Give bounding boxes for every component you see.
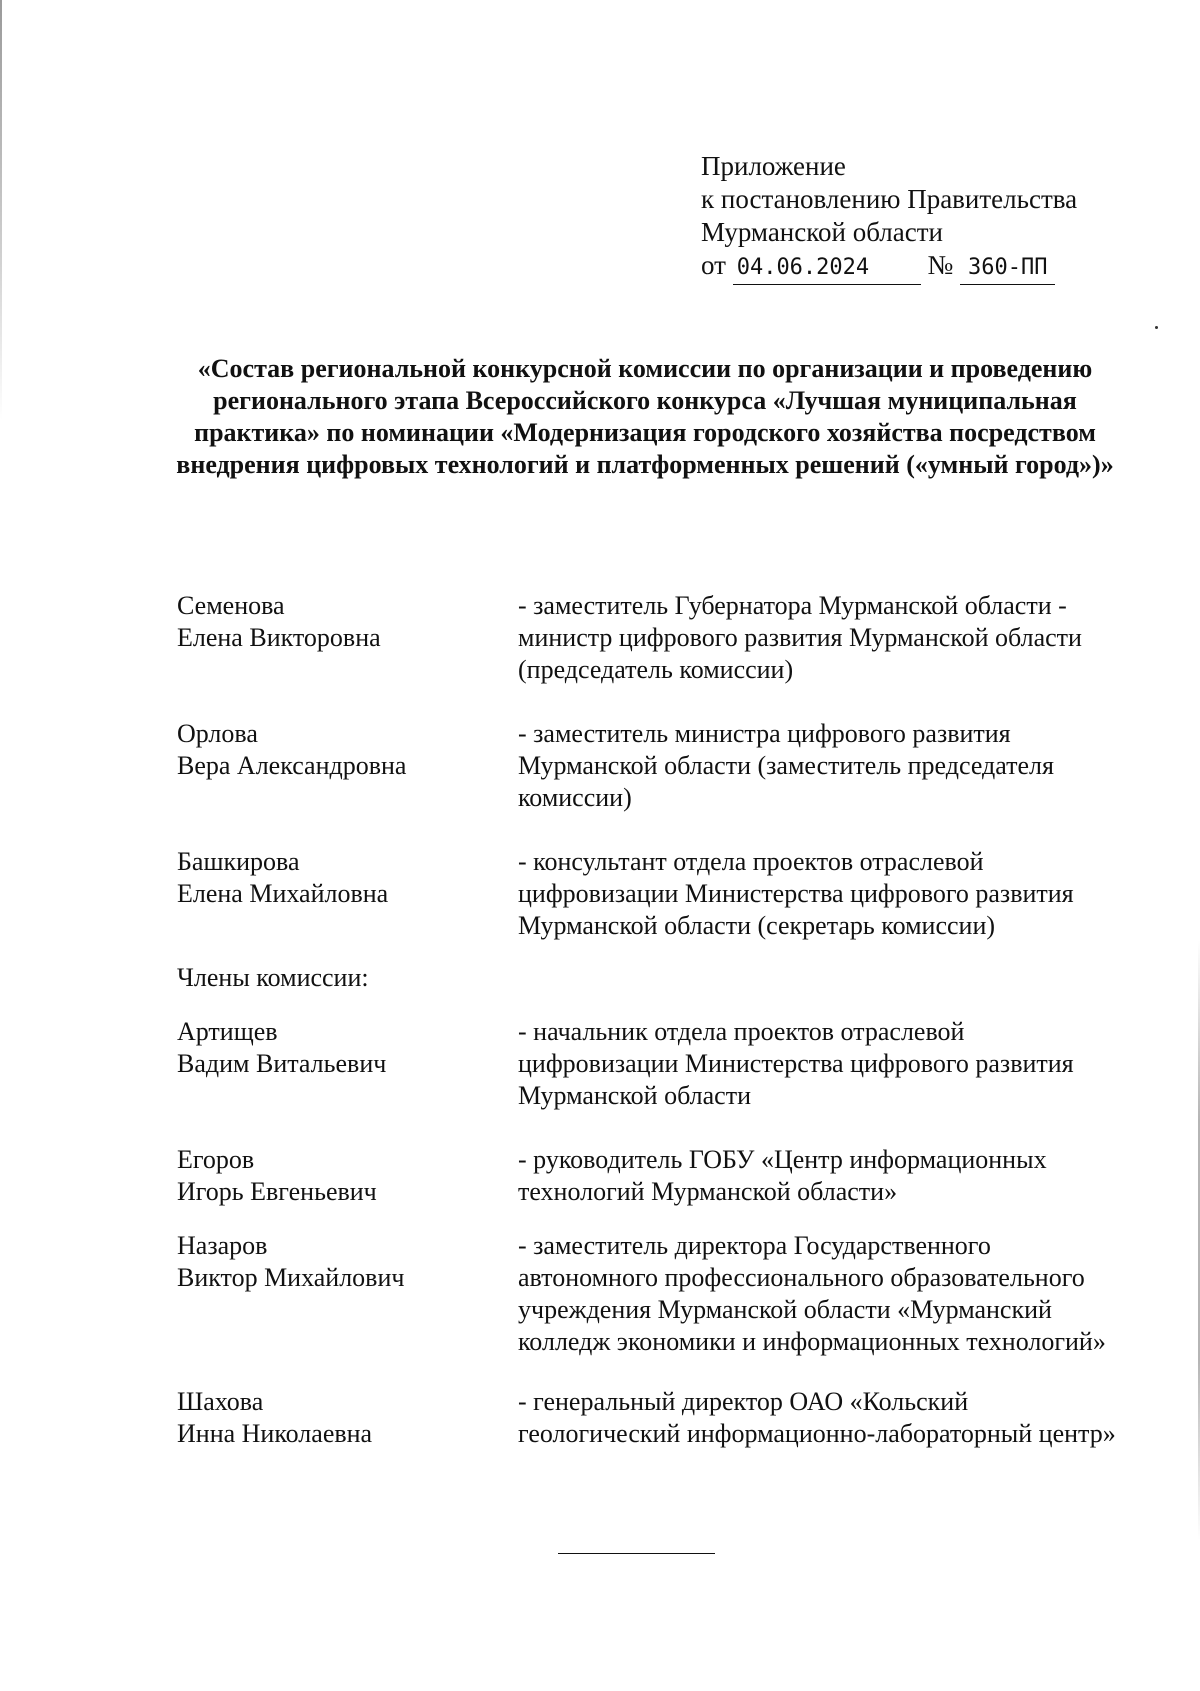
date-prefix: от [701,250,726,280]
commission-member [177,1144,1137,1208]
members-header: Члены комиссии: [177,963,369,992]
member-role: - заместитель министра цифрового развития Мурманской области (заместитель председателя комиссии) [518,719,1054,812]
member-role: - начальник отдела проектов отраслевой цифровизации Министерства цифрового развития Мурманской области [518,1017,1074,1110]
commission-list [177,590,1137,1450]
member-given-name: Елена Михайловна [177,879,389,908]
commission-member [177,1016,1137,1112]
member-surname: Орлова [177,719,258,748]
member-name [177,846,518,942]
member-given-name: Инна Николаевна [177,1419,373,1448]
member-name [177,718,518,814]
end-rule [558,1553,715,1554]
member-given-name: Елена Викторовна [177,623,381,652]
member-name [177,1230,518,1358]
member-surname: Семенова [177,591,285,620]
member-role: - генеральный директор ОАО «Кольский геологический информационно-лабораторный центр» [518,1387,1116,1448]
decree-date: 04.06.2024 [733,251,921,285]
document-title: «Состав региональной конкурсной комиссии по организации и проведению регионального этапа Всероссийского конкурса «Лучшая муниципальная практика» по номинации «Модернизация городского хозяйства посредством внедрения цифровых технологий и платформенных решений («умный город»)» [176,354,1114,479]
member-role: - консультант отдела проектов отраслевой цифровизации Министерства цифрового развития Мурманской области (секретарь комиссии) [518,847,1074,940]
number-prefix: № [927,250,954,280]
appendix-line-2: к постановлению Правительства [701,184,1078,214]
appendix-line-1: Приложение [701,151,846,181]
member-given-name: Вера Александровна [177,751,407,780]
commission-secretary [177,846,1137,942]
member-surname: Шахова [177,1387,264,1416]
commission-vice-chair [177,718,1137,814]
appendix-block [701,150,1077,285]
scan-speck [1155,326,1158,329]
appendix-line-3: Мурманской области [701,217,943,247]
commission-chair [177,590,1137,686]
member-name [177,590,518,686]
member-given-name: Игорь Евгеньевич [177,1177,377,1206]
member-name [177,1144,518,1208]
member-given-name: Виктор Михайлович [177,1263,405,1292]
commission-member [177,1230,1137,1358]
member-role: - заместитель Губернатора Мурманской области - министр цифрового развития Мурманской области (председатель комиссии) [518,591,1082,684]
decree-number: 360-ПП [960,251,1055,285]
member-name [177,1016,518,1112]
member-role: - руководитель ГОБУ «Центр информационных технологий Мурманской области» [518,1145,1047,1206]
member-surname: Башкирова [177,847,300,876]
scan-edge-left [0,0,2,420]
member-surname: Назаров [177,1231,268,1260]
member-surname: Артищев [177,1017,278,1046]
member-name [177,1386,518,1450]
member-given-name: Вадим Витальевич [177,1049,387,1078]
commission-member [177,1386,1137,1450]
member-surname: Егоров [177,1145,255,1174]
member-role: - заместитель директора Государственного автономного профессионального образовательного учреждения Мурманской области «Мурманский колледж экономики и информационных технологий» [518,1231,1106,1356]
appendix-date-line [701,249,1077,285]
